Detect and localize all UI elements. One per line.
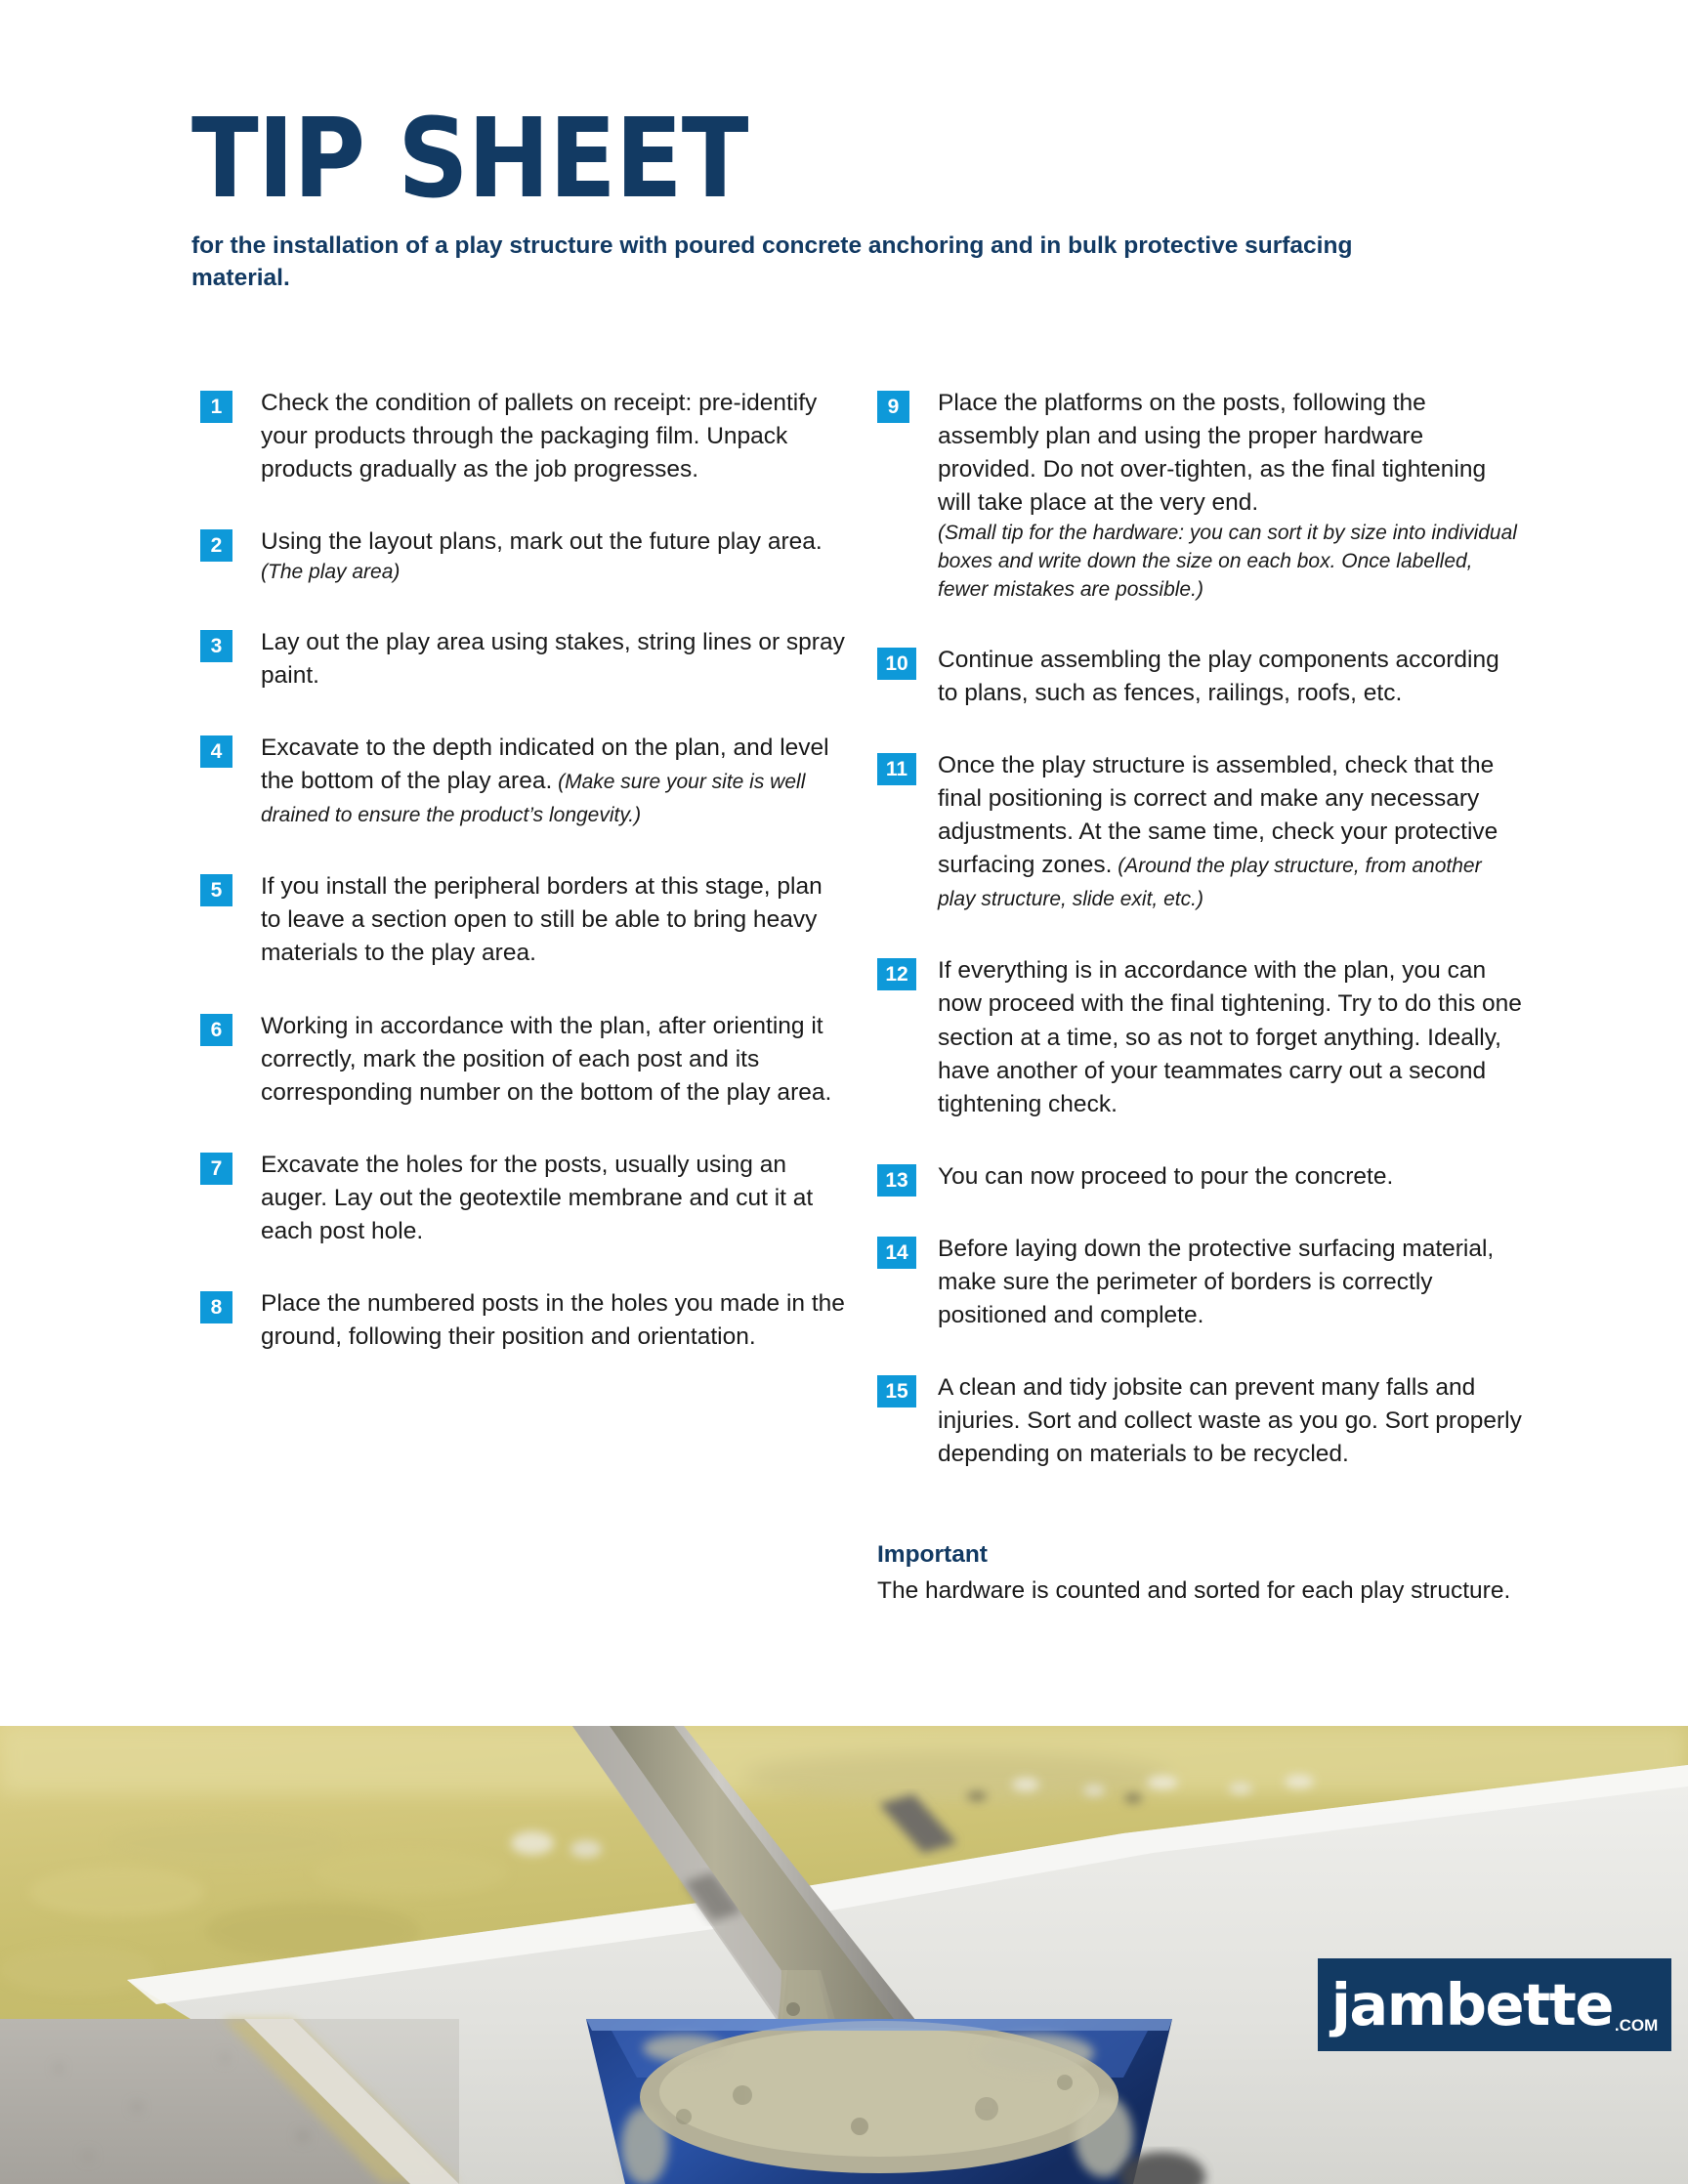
photo-illustration (0, 1726, 1688, 2184)
step-main-text: Place the numbered posts in the holes you made in the ground, following their position and orientation. (261, 1289, 845, 1350)
step-item (200, 1149, 845, 1248)
step-number-badge: 9 (877, 391, 909, 423)
step-main-text: You can now proceed to pour the concrete. (938, 1162, 1394, 1190)
step-item (877, 954, 1522, 1120)
step-number-badge: 3 (200, 630, 232, 662)
step-text (261, 626, 845, 693)
steps-column-left (200, 387, 845, 1393)
step-text (938, 749, 1522, 915)
step-text (261, 732, 845, 831)
logo-wordmark: jambette (1330, 1971, 1613, 2038)
step-number-badge: 7 (200, 1153, 232, 1185)
jambette-logo (1318, 1958, 1671, 2051)
important-block (877, 1541, 1561, 1607)
step-text (261, 525, 845, 587)
step-text (261, 1149, 845, 1248)
step-main-text: Continue assembling the play components according to plans, such as fences, railings, roofs, etc. (938, 647, 1499, 707)
step-number-badge: 14 (877, 1237, 916, 1269)
step-main-text: If everything is in accordance with the plan, you can now proceed with the final tightening. Try to do this one section at a time, so as not to forget anything. Ideally, have another of your teammates carry out a second tightening check. (938, 957, 1522, 1117)
step-block-note: (Small tip for the hardware: you can sort it by size into individual boxes and write down the size on each box. Once labelled, fewer mistakes are possible.) (938, 522, 1517, 602)
step-block-note: (The play area) (261, 561, 401, 584)
page-subtitle: for the installation of a play structure with poured concrete anchoring and in bulk protective surfacing material. (191, 232, 1353, 292)
step-number-badge: 12 (877, 958, 916, 990)
step-text (261, 1010, 845, 1110)
step-main-text: Working in accordance with the plan, after orienting it correctly, mark the position of each post and its corresponding number on the bottom of the play area. (261, 1012, 832, 1106)
step-item (877, 749, 1522, 915)
step-number-badge: 10 (877, 648, 916, 680)
logo-tld: .COM (1614, 2016, 1659, 2035)
step-text (261, 387, 845, 486)
step-item (200, 1287, 845, 1354)
step-main-text: Before laying down the protective surfacing material, make sure the perimeter of borders is correctly positioned and complete. (938, 1235, 1495, 1328)
page-title: TIP SHEET (191, 96, 748, 223)
step-item (200, 1010, 845, 1110)
step-inline-note: (Make sure your site is well drained to ensure the product’s longevity.) (261, 771, 806, 827)
important-heading: Important (877, 1541, 988, 1568)
step-number-badge: 6 (200, 1014, 232, 1046)
concrete-pour-photo (0, 1726, 1688, 2184)
step-item (877, 1371, 1522, 1471)
step-item (200, 870, 845, 970)
step-main-text: A clean and tidy jobsite can prevent many falls and injuries. Sort and collect waste as you go. Sort properly depending on materials to be recycled. (938, 1373, 1522, 1467)
step-number-badge: 4 (200, 735, 232, 768)
step-main-text: Once the play structure is assembled, check that the final positioning is correct and make any necessary adjustments. At the same time, check your protective surfacing zones. (938, 752, 1498, 879)
step-item (877, 644, 1522, 710)
step-number-badge: 15 (877, 1375, 916, 1407)
step-main-text: Check the condition of pallets on receipt: pre-identify your products through the packaging film. Unpack products gradually as the job progresses. (261, 390, 818, 483)
step-text (938, 1160, 1522, 1194)
step-number-badge: 8 (200, 1291, 232, 1323)
step-number-badge: 11 (877, 753, 916, 785)
step-text (938, 954, 1522, 1120)
important-body: The hardware is counted and sorted for each play structure. (877, 1577, 1511, 1604)
step-inline-note: (Around the play structure, from another play structure, slide exit, etc.) (938, 855, 1482, 911)
step-item (200, 387, 845, 486)
step-item (200, 732, 845, 831)
step-main-text: If you install the peripheral borders at this stage, plan to leave a section open to still be able to bring heavy materials to the play area. (261, 873, 823, 967)
step-main-text: Excavate the holes for the posts, usually using an auger. Lay out the geotextile membrane and cut it at each post hole. (261, 1151, 814, 1244)
step-number-badge: 13 (877, 1164, 916, 1197)
step-item (200, 626, 845, 693)
step-main-text: Using the layout plans, mark out the future play area. (261, 528, 823, 556)
step-text (261, 870, 845, 970)
step-text (938, 1233, 1522, 1332)
step-number-badge: 5 (200, 874, 232, 906)
step-text (938, 1371, 1522, 1471)
step-number-badge: 2 (200, 529, 232, 562)
step-text (938, 644, 1522, 710)
step-text (261, 1287, 845, 1354)
step-item (877, 1160, 1522, 1194)
step-text (938, 387, 1522, 605)
step-number-badge: 1 (200, 391, 232, 423)
step-main-text: Excavate to the depth indicated on the plan, and level the bottom of the play area. (261, 735, 829, 795)
page-header (191, 96, 1559, 295)
step-main-text: Place the platforms on the posts, following the assembly plan and using the proper hardware provided. Do not over-tighten, as the final tightening will take place at the very end. (938, 390, 1487, 517)
step-main-text: Lay out the play area using stakes, string lines or spray paint. (261, 629, 845, 690)
step-item (877, 1233, 1522, 1332)
step-item (877, 387, 1522, 605)
step-item (200, 525, 845, 587)
steps-column-right (877, 387, 1522, 1510)
